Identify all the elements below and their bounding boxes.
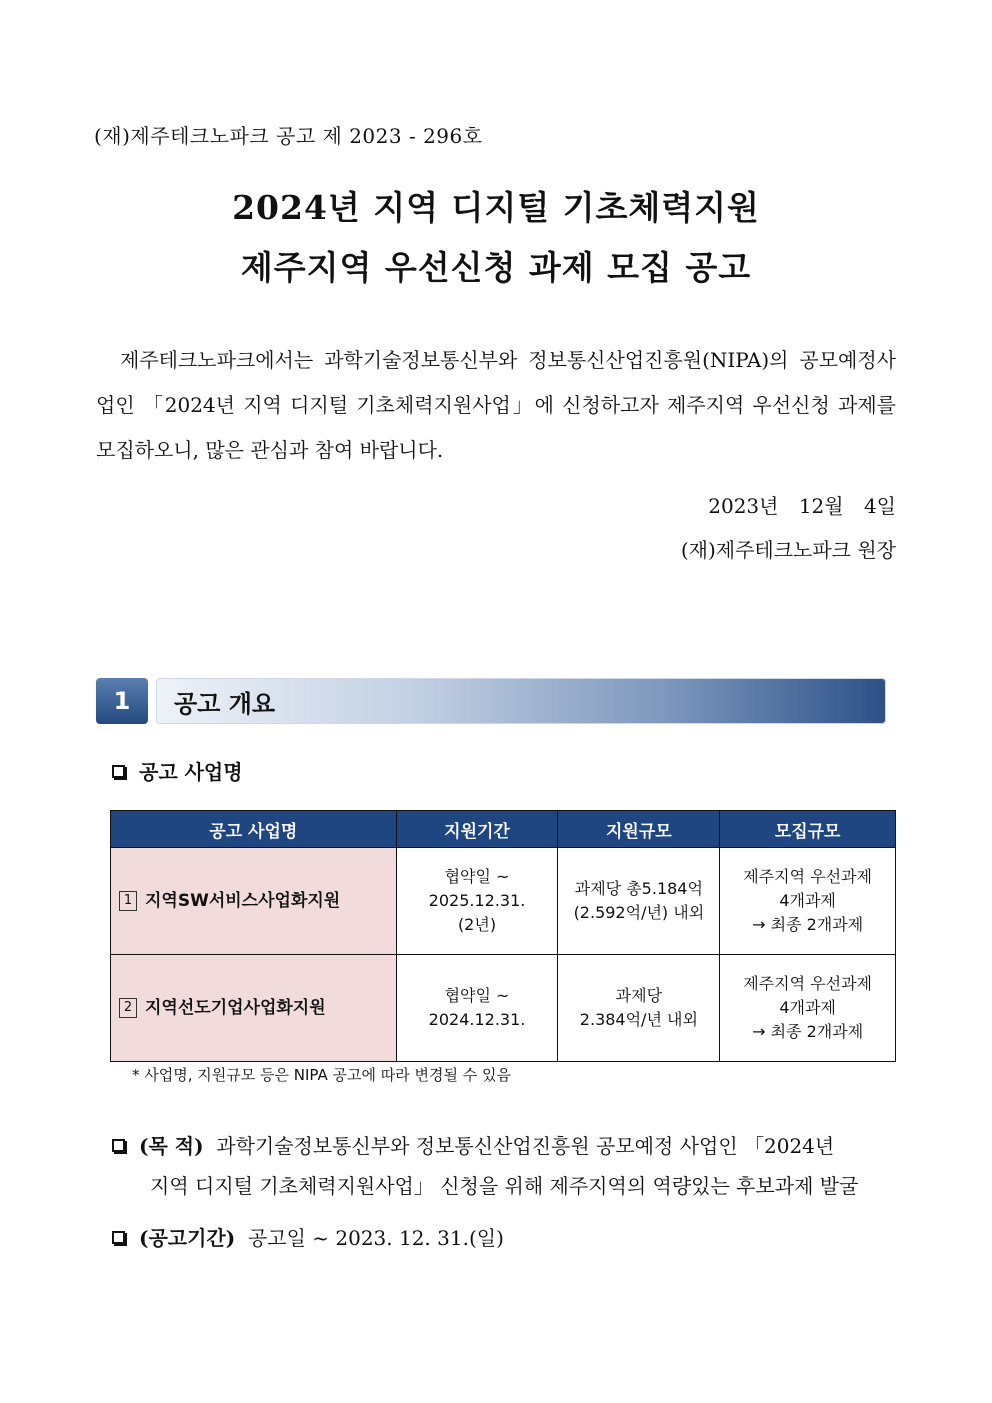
row-index: 1 [119,891,137,911]
program-name-cell [111,848,397,955]
scale-line: 2.384억/년 내외 [579,1010,698,1029]
purpose-label: (목 적) [139,1134,204,1158]
col-header-program: 공고 사업명 [111,811,397,848]
document-title-line2: 제주지역 우선신청 과제 모집 공고 [240,248,752,287]
section-title: 공고 개요 [174,690,276,718]
recruit-line: 4개과제 [779,891,836,910]
recruit-line: → 최종 2개과제 [752,915,864,934]
purpose-line1: 과학기술정보통신부와 정보통신산업진흥원 공모예정 사업인 「2024년 [216,1134,835,1158]
period-value: 공고일 ~ 2023. 12. 31.(일) [247,1226,504,1250]
scale-line: 과제당 총5.184억 [574,879,703,898]
program-heading-text: 공고 사업명 [139,760,243,784]
purpose-line2: 지역 디지털 기초체력지원사업」 신청을 위해 제주지역의 역량있는 후보과제 발굴 [150,1174,859,1198]
checkbox-bullet-icon [112,765,125,778]
section-title-bar [156,678,886,724]
period-label: (공고기간) [139,1226,236,1250]
col-header-recruit: 모집규모 [720,811,896,848]
section-number-badge: 1 [96,678,148,724]
checkbox-bullet-icon [112,1231,125,1244]
issue-date: 2023년 12월 4일 [708,494,896,518]
program-name: 지역SW서비스사업화지원 [145,891,341,911]
notice-period-item [112,1222,504,1251]
table-header-row [111,811,896,848]
program-name-cell [111,955,397,1062]
scale-cell [558,955,720,1062]
period-cell [396,848,558,955]
issuer: (재)제주테크노파크 원장 [680,538,896,562]
recruit-line: 제주지역 우선과제 [743,974,872,993]
recruit-line: 제주지역 우선과제 [743,867,872,886]
recruit-cell [720,848,896,955]
program-heading [112,756,243,785]
table-row [111,955,896,1062]
recruit-line: 4개과제 [779,998,836,1017]
notice-number: (재)제주테크노파크 공고 제 2023 - 296호 [94,124,483,148]
recruit-cell [720,955,896,1062]
col-header-scale: 지원규모 [558,811,720,848]
period-line: 2024.12.31. [428,1010,526,1029]
program-table [110,810,896,1062]
row-index: 2 [119,998,137,1018]
col-header-period: 지원기간 [396,811,558,848]
checkbox-bullet-icon [112,1139,125,1152]
recruit-line: → 최종 2개과제 [752,1022,864,1041]
intro-paragraph [96,338,896,473]
period-line: 협약일 ~ [444,986,510,1005]
scale-line: (2.592억/년) 내외 [573,903,705,922]
scale-cell [558,848,720,955]
period-line: (2년) [457,915,497,934]
intro-text: 제주테크노파크에서는 과학기술정보통신부와 정보통신산업진흥원(NIPA)의 공모예정사업인 「2024년 지역 디지털 기초체력지원사업」에 신청하고자 제주지역 우선신청 과제를 모집하오니, 많은 관심과 참여 바랍니다. [96,348,896,462]
period-cell [396,955,558,1062]
period-line: 2025.12.31. [428,891,526,910]
purpose-item [112,1126,898,1206]
program-name: 지역선도기업사업화지원 [145,998,326,1018]
scale-line: 과제당 [615,986,663,1005]
document-title-line1: 2024년 지역 디지털 기초체력지원 [232,188,760,227]
table-footnote: * 사업명, 지원규모 등은 NIPA 공고에 따라 변경될 수 있음 [132,1066,511,1084]
table-row [111,848,896,955]
period-line: 협약일 ~ [444,867,510,886]
